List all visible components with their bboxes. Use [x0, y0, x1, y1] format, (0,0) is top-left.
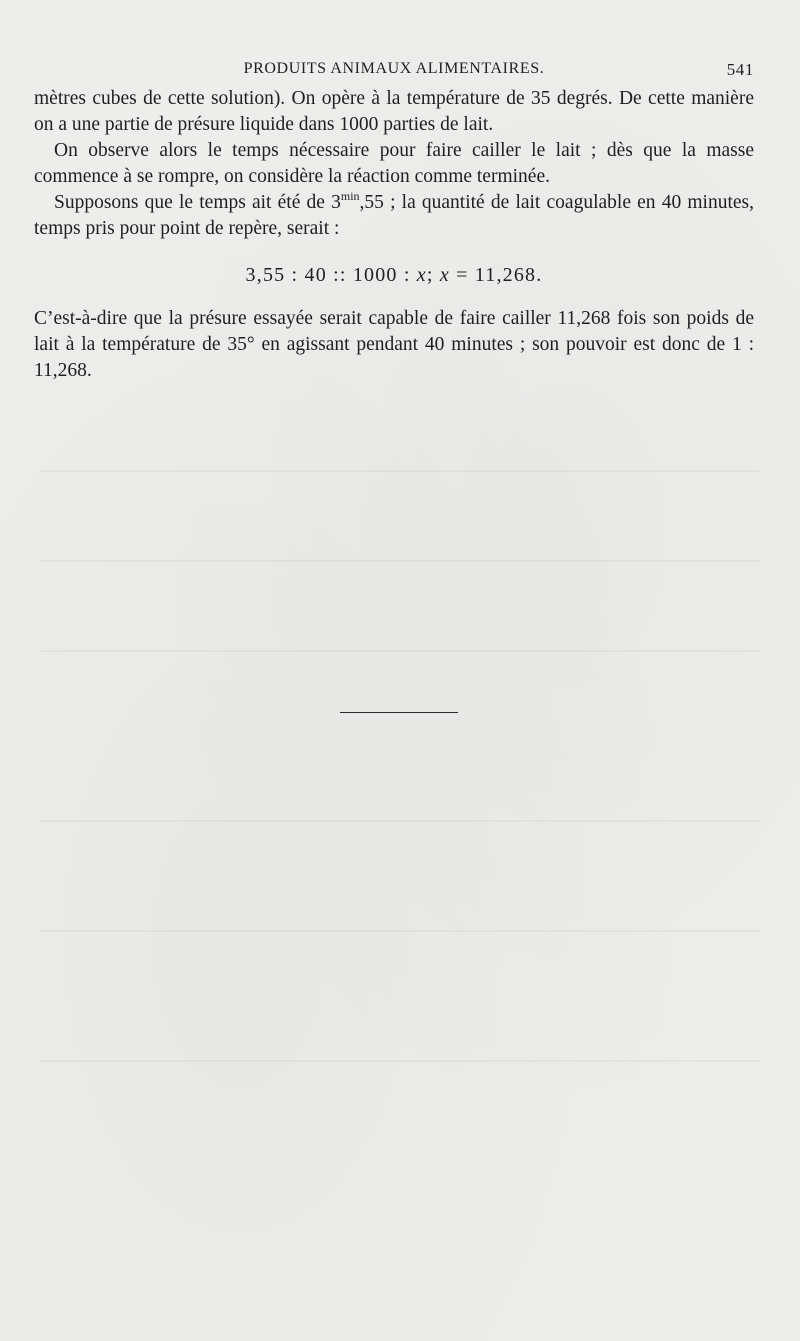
- bleed-through-shadow: [40, 930, 760, 932]
- paragraph-supposition: [34, 190, 754, 242]
- bleed-through-shadow: [40, 470, 760, 472]
- formula-result: = 11,268.: [449, 264, 543, 286]
- formula-ratio: 3,55 : 40 :: 1000 :: [245, 264, 417, 286]
- proportion-formula: [34, 262, 754, 288]
- paragraph-observation: On observe alors le temps nécessaire pour faire cailler le lait ; dès que la masse commence à se rompre, on considère la réaction comme terminée.: [34, 140, 754, 187]
- bleed-through-shadow: [40, 820, 760, 822]
- bleed-through-shadow: [40, 650, 760, 652]
- bleed-through-shadow: [40, 1060, 760, 1062]
- page-number: 541: [726, 60, 754, 79]
- formula-separator: ;: [426, 264, 440, 286]
- page-header: [34, 56, 754, 86]
- supposition-text-start: Supposons que le temps ait été de 3: [54, 192, 341, 213]
- running-title: PRODUITS ANIMAUX ALIMENTAIRES.: [243, 60, 545, 77]
- minutes-superscript: min: [340, 189, 360, 203]
- paragraph-conclusion: C’est-à-dire que la présure essayée serait capable de faire cailler 11,268 fois son poids de lait à la température de 35° en agissant pendant 40 minutes ; son pouvoir est donc de 1 : 11,268.: [34, 308, 754, 381]
- paragraph-continuation: mètres cubes de cette solution). On opère à la température de 35 degrés. De cette manière on a une partie de présure liquide dans 1000 parties de lait.: [34, 88, 754, 135]
- body-text: [34, 86, 754, 384]
- formula-variable: x: [439, 264, 450, 286]
- section-divider-rule: [340, 712, 458, 713]
- bleed-through-shadow: [40, 560, 760, 562]
- formula-variable: x: [416, 264, 427, 286]
- supposition-text-end: ,55 ; la quantité de lait coagulable en 40 minutes, temps pris pour point de repère, serait :: [34, 192, 754, 239]
